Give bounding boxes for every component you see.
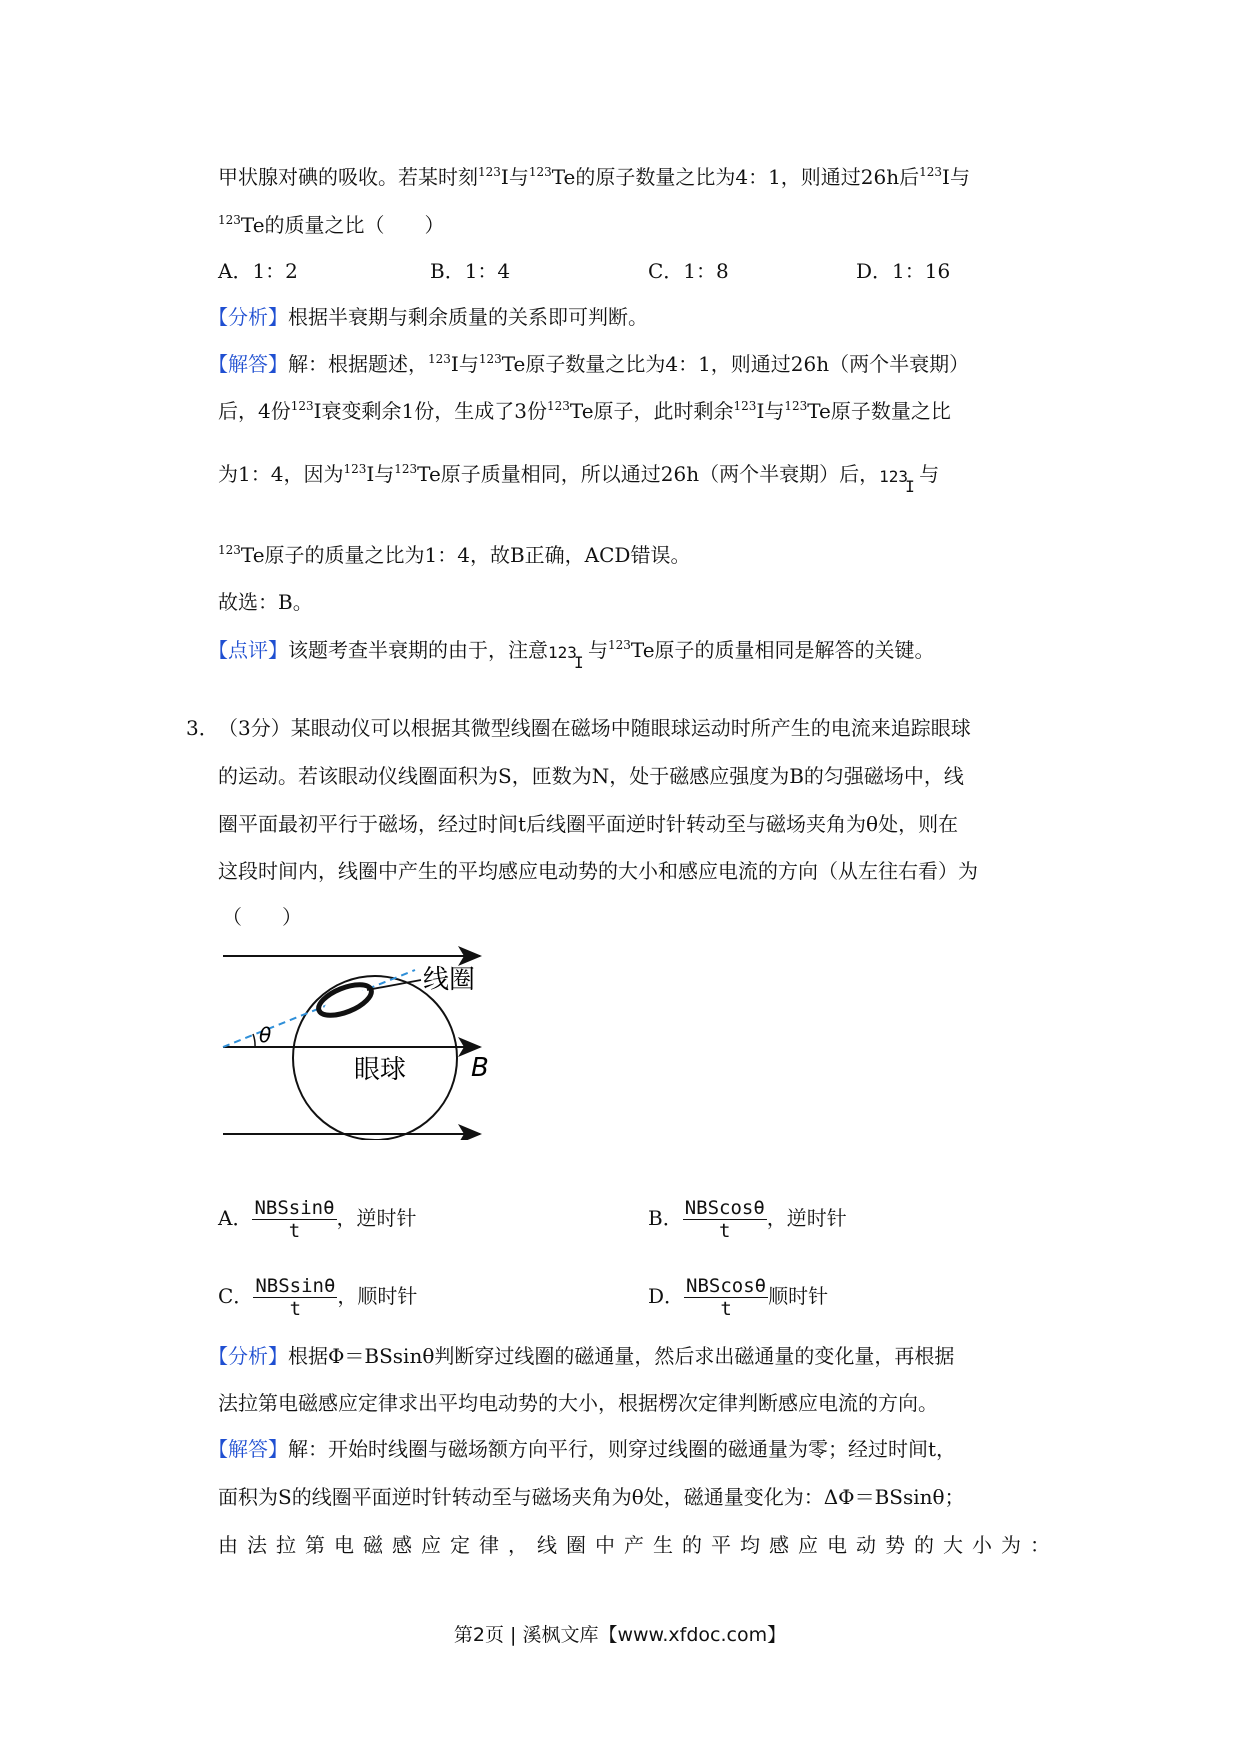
q2-option-d: D．1：16	[856, 259, 951, 283]
q2-option-c: C．1：8	[648, 259, 729, 283]
q2-analysis: 【分析】根据半衰期与剩余质量的关系即可判断。	[208, 305, 648, 329]
q3-analysis-line1: 【分析】根据Φ＝BSsinθ判断穿过线圈的磁通量，然后求出磁通量的变化量，再根据	[208, 1344, 955, 1368]
angle-arc	[253, 1034, 255, 1047]
q3-stem-line4: 这段时间内，线圈中产生的平均感应电动势的大小和感应电流的方向（从左往右看）为	[218, 859, 978, 883]
eye-coil-figure	[215, 940, 525, 1140]
field-b-label: B	[471, 1053, 489, 1083]
q3-option-a: A． $\frac{\text{NBSsinθ}}{t}$ ，逆时针	[218, 1197, 417, 1242]
q2-final-choice: 故选：B。	[218, 590, 313, 614]
fraction: $\frac{\text{NBScosθ}}{t}$	[684, 1197, 765, 1242]
isotope-i123: 123 I	[879, 466, 915, 496]
q3-number: 3．	[186, 716, 219, 740]
q3-stem-blank: （ ）	[222, 905, 302, 929]
q3-answer-line2: 面积为S的线圈平面逆时针转动至与磁场夹角为θ处，磁通量变化为：ΔΦ＝BSsinθ；	[218, 1485, 965, 1509]
q3-option-b: B． $\frac{\text{NBScosθ}}{t}$ ，逆时针	[648, 1197, 847, 1242]
q3-option-c: C． $\frac{\text{NBSsinθ}}{t}$ ，顺时针	[218, 1275, 418, 1320]
q2-option-b: B．1：4	[430, 259, 511, 283]
q3-stem-line3: 圈平面最初平行于磁场，经过时间t后线圈平面逆时针转动至与磁场夹角为θ处，则在	[218, 812, 959, 836]
q2-comment: 【点评】该题考查半衰期的由于，注意 123 I 与$^{123}$Te原子的质量相同是解答的关键。	[208, 638, 935, 672]
q2-answer-line3: 为1：4，因为$^{123}$I与$^{123}$Te原子质量相同，所以通过26h（两个半衰期）后， 123 I 与	[218, 462, 940, 496]
q2-answer-line1: 【解答】解：根据题述，$^{123}$I与$^{123}$Te原子数量之比为4：1，则通过26h（两个半衰期）	[208, 352, 970, 376]
page-footer: 第2页 | 溪枫文库【www.xfdoc.com】	[453, 1624, 787, 1646]
q2-stem-line1: 甲状腺对碘的吸收。若某时刻$^{123}$I与$^{123}$Te的原子数量之比为4：1，则通过26h后$^{123}$I与	[218, 165, 970, 189]
q3-stem-line1: （3分）某眼动仪可以根据其微型线圈在磁场中随眼球运动时所产生的电流来追踪眼球	[218, 716, 971, 740]
fraction: $\frac{\text{NBSsinθ}}{t}$	[255, 1275, 336, 1320]
isotope-i123: 123 I	[548, 642, 584, 672]
q2-answer-line4: $^{123}$Te原子的质量之比为1：4，故B正确，ACD错误。	[218, 543, 691, 567]
q3-stem-line2: 的运动。若该眼动仪线圈面积为S，匝数为N，处于磁感应强度为B的匀强磁场中，线	[218, 764, 964, 788]
q2-stem-line2: $^{123}$Te的质量之比（ ）	[218, 213, 445, 237]
coil-ellipse	[315, 978, 376, 1021]
fraction: $\frac{\text{NBSsinθ}}{t}$	[254, 1197, 335, 1242]
q2-answer-line2: 后，4份$^{123}$I衰变剩余1份，生成了3份$^{123}$Te原子，此时剩余$^{123}$I与$^{123}$Te原子数量之比	[218, 399, 951, 423]
q3-option-d: D． $\frac{\text{NBScosθ}}{t}$ 顺时针	[648, 1275, 829, 1320]
angle-label: θ	[259, 1023, 272, 1047]
q2-option-a: A．1：2	[218, 259, 298, 283]
fraction: $\frac{\text{NBScosθ}}{t}$	[686, 1275, 767, 1320]
q3-answer-line1: 【解答】解：开始时线圈与磁场额方向平行，则穿过线圈的磁通量为零；经过时间t，	[208, 1437, 957, 1461]
q3-answer-line3: 由法拉第电磁感应定律，线圈中产生的平均感应电动势的大小为：	[218, 1533, 1059, 1557]
q3-analysis-line2: 法拉第电磁感应定律求出平均电动势的大小，根据楞次定律判断感应电流的方向。	[218, 1391, 938, 1415]
coil-label: 线圈	[423, 965, 476, 995]
eyeball-label: 眼球	[354, 1055, 407, 1085]
